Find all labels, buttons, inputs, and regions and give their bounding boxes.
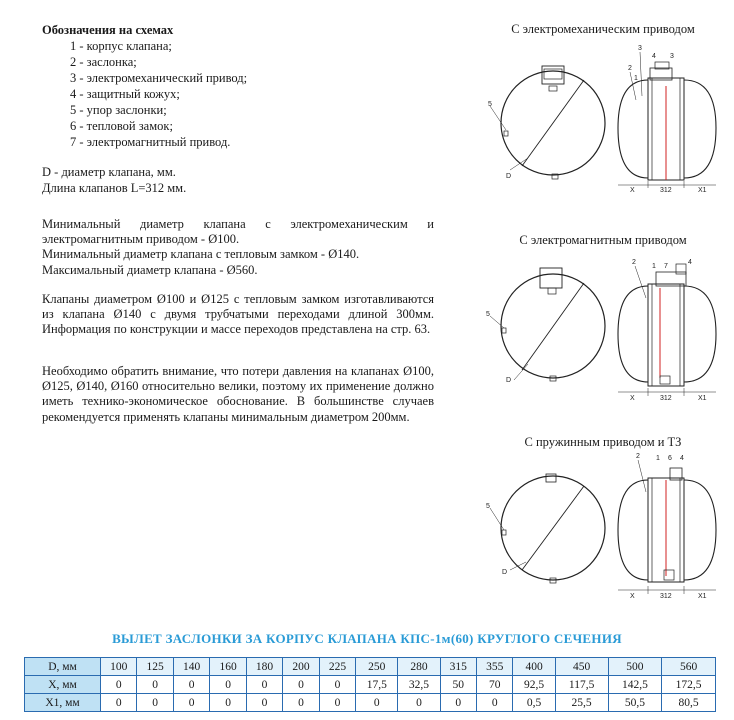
table-cell: 172,5 (662, 676, 716, 694)
paragraph-thermal-lock: Клапаны диаметром Ø100 и Ø125 с тепловым замком изготавливаются из клапана Ø140 с двумя трубчатыми переходами длиной 300мм. Информация по конструкции и массе переходов представлена на стр. 63. (42, 292, 434, 337)
table-cell: 0 (319, 676, 355, 694)
drawing-electromech (480, 40, 730, 200)
table-cell: 0,5 (513, 694, 555, 712)
side-view-outline (618, 80, 648, 178)
label-2: 2 (636, 453, 640, 460)
label-7: 7 (664, 263, 668, 270)
table-cell: 0 (283, 694, 319, 712)
table-title: ВЫЛЕТ ЗАСЛОНКИ ЗА КОРПУС КЛАПАНА КПС-1м(60) КРУГЛОГО СЕЧЕНИЯ (112, 631, 622, 646)
table-cell: 32,5 (398, 676, 440, 694)
label-5: 5 (486, 503, 490, 510)
table-cell: 0 (210, 676, 246, 694)
label-x1: X1 (698, 593, 707, 600)
label-l: 312 (660, 187, 672, 194)
table-cell: 500 (608, 658, 662, 676)
legend-item: 3 - электромеханический привод; (70, 71, 248, 85)
table-cell: 50,5 (608, 694, 662, 712)
definition-l: Длина клапанов L=312 мм. (42, 181, 187, 195)
table-cell: 560 (662, 658, 716, 676)
label-l: 312 (660, 395, 672, 402)
legend-item: 7 - электромагнитный привод. (70, 135, 231, 149)
definition-d: D - диаметр клапана, мм. (42, 165, 176, 179)
table-cell: 280 (398, 658, 440, 676)
table-cell: 0 (283, 676, 319, 694)
table-cell: 125 (137, 658, 173, 676)
table-cell: 0 (440, 694, 476, 712)
table-cell: 0 (173, 676, 209, 694)
table-cell: 100 (101, 658, 137, 676)
table-row (25, 694, 716, 712)
label-x: X (630, 593, 635, 600)
label-1: 1 (656, 455, 660, 462)
table-cell: 140 (173, 658, 209, 676)
legend (42, 22, 247, 196)
table-cell: 0 (319, 694, 355, 712)
label-1: 1 (652, 263, 656, 270)
table-cell: 450 (555, 658, 608, 676)
paragraph-line: Минимальный диаметр клапана с тепловым замком - Ø140. (42, 247, 360, 262)
label-x: X (630, 187, 635, 194)
label-1: 1 (634, 75, 638, 82)
drawing-electromag (480, 258, 730, 408)
table-cell: 92,5 (513, 676, 555, 694)
table-cell: 225 (319, 658, 355, 676)
label-x1: X1 (698, 187, 707, 194)
legend-item: 2 - заслонка; (70, 55, 137, 69)
table-cell: 315 (440, 658, 476, 676)
table-cell: 0 (398, 694, 440, 712)
table-cell: 0 (477, 694, 513, 712)
legend-item: 1 - корпус клапана; (70, 39, 172, 53)
label-l: 312 (660, 593, 672, 600)
table-cell: 0 (137, 694, 173, 712)
table-cell: 0 (173, 694, 209, 712)
row-header: X1, мм (25, 694, 101, 712)
table-row (25, 658, 716, 676)
paragraph-pressure-loss: Необходимо обратить внимание, что потери давления на клапанах Ø100, Ø125, Ø140, Ø160 относительно велики, поэтому их применение должно иметь технико-экономическое обоснование. В большинстве случаев рекомендуется применять клапаны минимальным диаметром 200мм. (42, 364, 434, 424)
table-cell: 0 (210, 694, 246, 712)
table-row (25, 676, 716, 694)
label-d: D (506, 377, 512, 384)
table-cell: 70 (477, 676, 513, 694)
label-4: 4 (680, 455, 684, 462)
caption-spring: С пружинным приводом и ТЗ (524, 435, 682, 449)
label-d: D (506, 173, 512, 180)
label-3b: 3 (670, 53, 674, 60)
label-3: 3 (638, 45, 642, 52)
label-5: 5 (488, 101, 492, 108)
label-4: 4 (652, 53, 656, 60)
legend-item: 4 - защитный кожух; (70, 87, 180, 101)
table-cell: 180 (246, 658, 282, 676)
paragraph-min-diameter (42, 217, 434, 278)
table-cell: 80,5 (662, 694, 716, 712)
dimensions-table (24, 657, 716, 712)
table-cell: 200 (283, 658, 319, 676)
legend-item: 5 - упор заслонки; (70, 103, 167, 117)
table-cell: 0 (246, 676, 282, 694)
table-cell: 250 (356, 658, 398, 676)
label-x1: X1 (698, 395, 707, 402)
table-cell: 50 (440, 676, 476, 694)
table-cell: 400 (513, 658, 555, 676)
table-cell: 142,5 (608, 676, 662, 694)
table-cell: 117,5 (555, 676, 608, 694)
label-2: 2 (632, 259, 636, 266)
label-d: D (502, 569, 508, 576)
table-cell: 355 (477, 658, 513, 676)
label-x: X (630, 395, 635, 402)
table-cell: 25,5 (555, 694, 608, 712)
row-header: X, мм (25, 676, 101, 694)
label-5: 5 (486, 311, 490, 318)
label-2: 2 (628, 65, 632, 72)
table-cell: 0 (101, 694, 137, 712)
legend-item: 6 - тепловой замок; (70, 119, 173, 133)
paragraph-line: Минимальный диаметр клапана с электромеханическим и электромагнитным приводом - Ø100. (42, 217, 434, 247)
caption-electromag: С электромагнитным приводом (519, 233, 687, 247)
label-4: 4 (688, 259, 692, 266)
table-cell: 160 (210, 658, 246, 676)
damper-diagonal (522, 80, 584, 166)
label-6: 6 (668, 455, 672, 462)
paragraph-line: Максимальный диаметр клапана - Ø560. (42, 262, 258, 277)
legend-title: Обозначения на схемах (42, 23, 174, 37)
drawing-spring (480, 452, 730, 602)
row-header: D, мм (25, 658, 101, 676)
caption-electromech: С электромеханическим приводом (511, 22, 695, 36)
table-cell: 17,5 (356, 676, 398, 694)
table-cell: 0 (101, 676, 137, 694)
table-cell: 0 (356, 694, 398, 712)
table-cell: 0 (246, 694, 282, 712)
table-cell: 0 (137, 676, 173, 694)
